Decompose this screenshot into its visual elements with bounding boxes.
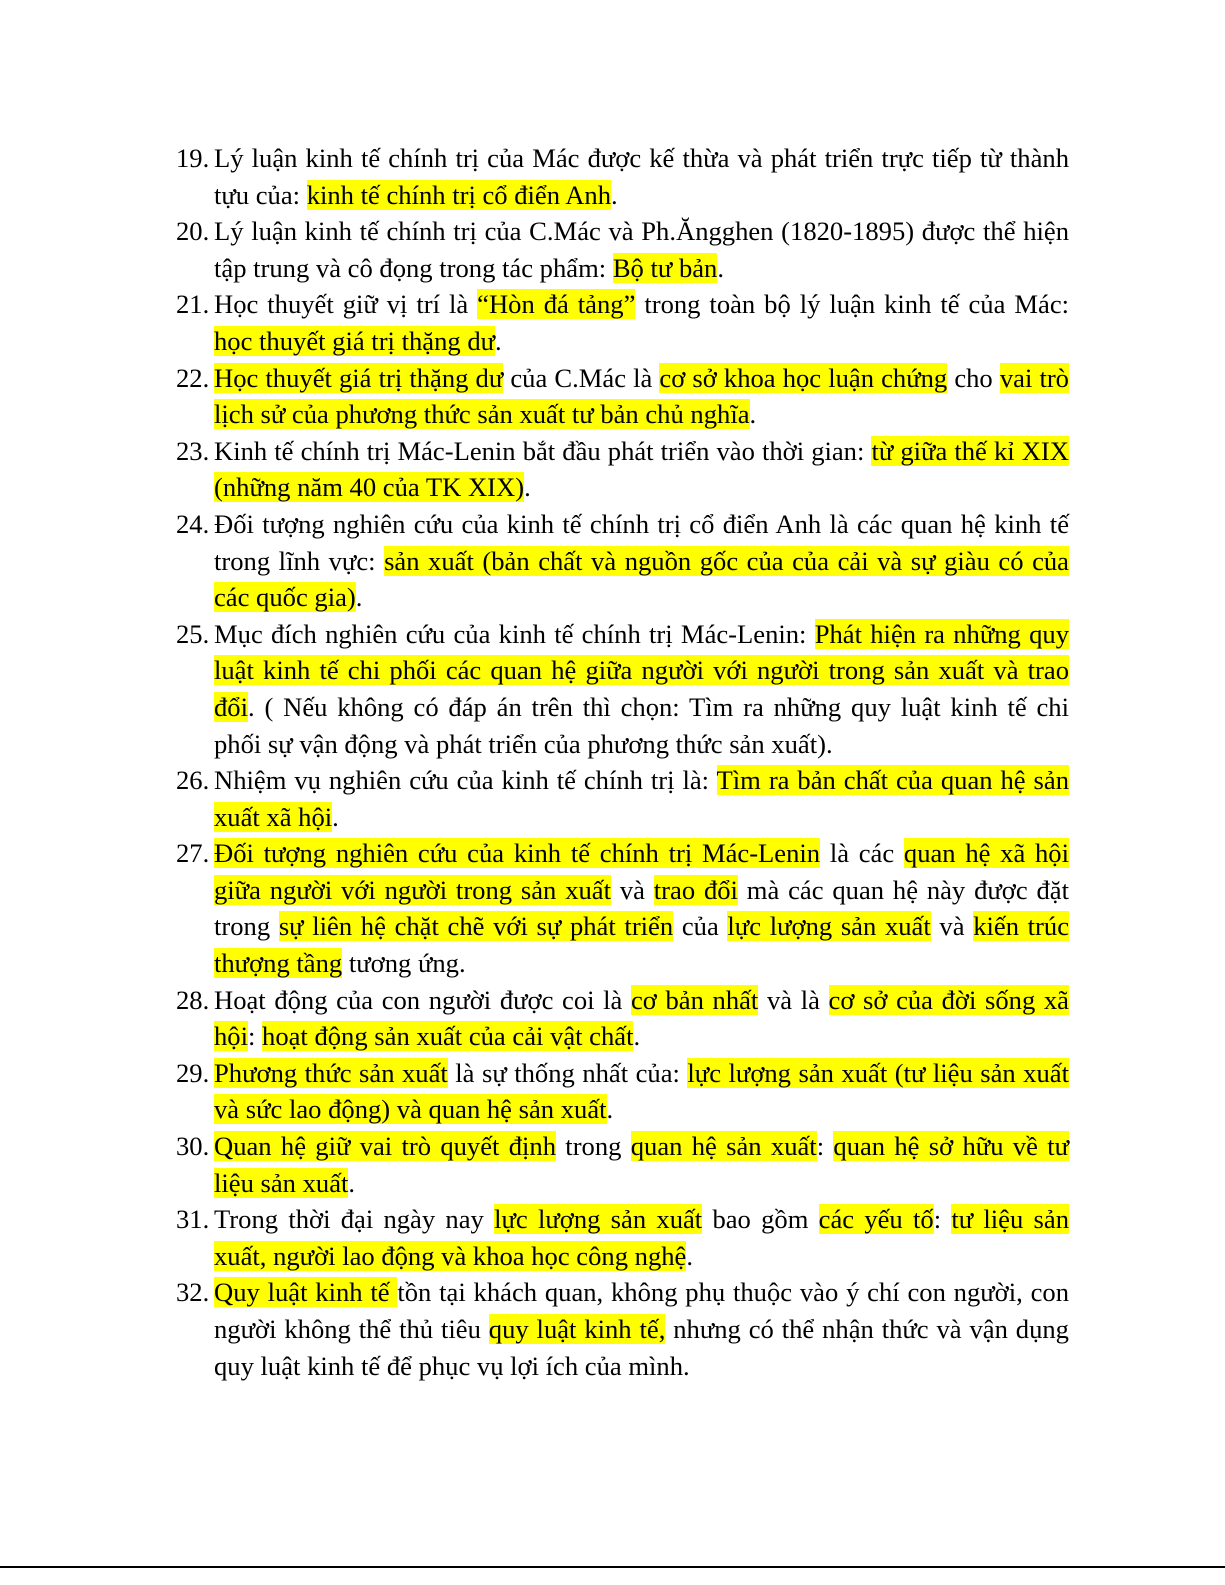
highlighted-answer: quan hệ sở hữu về tư liệu sản xuất [214,1131,1070,1198]
question-text: Mục đích nghiên cứu của kinh tế chính trị Mác-Lenin: [214,618,815,649]
question-number: 25. [176,618,210,649]
highlighted-answer: “Hòn đá tảng” [477,289,636,320]
question-text: . [686,1240,693,1271]
highlighted-answer: từ giữa thế kỉ XIX (những năm 40 của TK XIX) [214,435,1069,503]
highlighted-answer: Quy luật kinh tế [214,1277,398,1308]
question-number: 32. [176,1277,210,1308]
question-item [176,1055,1069,1128]
question-item [176,1201,1069,1274]
question-number: 26. [176,765,210,796]
question-text: . [348,1167,356,1198]
question-text: Hoạt động của con người được coi là [214,984,631,1015]
question-text: . [633,1021,641,1052]
question-text: và [930,911,974,942]
highlighted-answer: học thuyết giá trị thặng dư [214,325,496,356]
question-number: 24. [176,508,210,539]
question-text: và [610,874,654,905]
question-text: của C.Mác là [503,362,660,393]
highlighted-answer: thượng tầng [214,948,343,979]
highlighted-answer: sản xuất (bản chất và nguồn gốc của của cải và sự giàu có của các quốc gia) [214,545,1069,613]
question-text: . [332,801,339,832]
question-number: 27. [176,838,210,869]
highlighted-answer: kinh tế chính trị cổ điển Anh [306,179,611,210]
question-text: Trong thời đại ngày nay [214,1204,495,1235]
question-item [176,213,1069,286]
highlighted-answer: Phương thức sản xuất [214,1057,448,1088]
question-text: : [247,1021,263,1052]
question-text: tương ứng. [342,948,466,979]
highlighted-answer: cơ bản nhất [631,984,759,1015]
highlighted-answer: cơ sở khoa học luận chứng [659,362,948,393]
highlighted-answer: lực lượng sản xuất (tư liệu sản xuất và sức lao động) và quan hệ sản xuất [214,1057,1069,1125]
question-number: 22. [176,362,210,393]
question-item [176,616,1069,762]
question-item [176,1128,1069,1201]
highlighted-answer: Bộ tư bản [612,252,718,283]
highlighted-answer: kiến trúc [973,911,1070,942]
question-text: . [355,582,363,613]
highlighted-answer: lực lượng sản xuất [494,1204,703,1235]
question-text: bao gồm [702,1204,819,1235]
question-number: 23. [176,435,210,466]
question-item [176,286,1069,359]
highlighted-answer: Quan hệ giữ vai trò quyết định [214,1131,556,1162]
question-text: Lý luận kinh tế chính trị của Mác được kế thừa và phát triển trực tiếp từ thành tựu của: [214,143,1069,210]
highlighted-answer: cơ sở của đời sống xã hội [214,984,1069,1052]
question-item [176,140,1069,213]
question-text: Học thuyết giữ vị trí là [214,289,478,320]
highlighted-answer: Học thuyết giá trị thặng dư [214,362,504,393]
question-text: cho [947,362,1000,393]
highlighted-answer: Tìm ra bản chất của quan hệ sản xuất xã hội [214,765,1069,832]
question-number: 19. [176,143,210,173]
question-number: 30. [176,1131,210,1162]
question-text: là các [820,838,904,869]
question-text: và là [758,984,829,1015]
question-text: của [673,911,728,942]
highlighted-answer: các yếu tố [818,1204,934,1235]
highlighted-answer: sự liên hệ chặt chẽ với sự phát triển [278,911,674,942]
question-text: mà các quan hệ này được đặt trong [214,874,1069,942]
question-item [176,762,1069,835]
question-text: . [606,1094,614,1125]
question-item [176,506,1069,616]
highlighted-answer: Phát hiện ra những quy luật kinh tế chi phối các quan hệ giữa người với người trong sản xuất và trao đổi [214,618,1070,722]
question-text: . [749,399,757,430]
highlighted-answer: hoạt động sản xuất của cải vật chất [262,1021,634,1052]
question-number: 29. [176,1057,210,1088]
question-item [176,433,1069,506]
question-text: tồn tại khách quan, không phụ thuộc vào ý chí con người, con người không thể thủ tiêu [214,1277,1069,1344]
question-text: . [717,252,724,283]
question-text: : [933,1204,952,1235]
question-text: . [611,179,618,210]
highlighted-answer: quan hệ sản xuất [630,1131,817,1162]
question-number: 28. [176,984,210,1015]
question-number: 21. [176,289,210,320]
question-item [176,835,1069,981]
question-text: Nhiệm vụ nghiên cứu của kinh tế chính trị là: [214,765,717,796]
question-number: 31. [176,1204,210,1235]
question-item [176,360,1069,433]
highlighted-answer: quan hệ xã hội giữa người với người trong sản xuất [214,838,1069,905]
question-text: . [495,325,502,356]
question-text: . [524,472,531,503]
question-text: . ( Nếu không có đáp án trên thì chọn: Tìm ra những quy luật kinh tế chi phối sự vận động và phát triển của phương thức sản xuất). [214,691,1069,759]
question-text: là sự thống nhất của: [447,1057,688,1088]
highlighted-answer: lực lượng sản xuất [727,911,931,942]
question-text: : [816,1131,834,1162]
question-list [176,140,1069,1384]
highlighted-answer: Đối tượng nghiên cứu của kinh tế chính trị Mác-Lenin [214,838,821,869]
page-bottom-divider [0,1566,1225,1568]
highlighted-answer: vai trò lịch sử của phương thức sản xuất tư bản chủ nghĩa [214,362,1069,430]
question-text: Lý luận kinh tế chính trị của C.Mác và Ph.Ăngghen (1820-1895) được thể hiện tập trung và cô đọng trong tác phẩm: [214,216,1069,283]
highlighted-answer: quy luật kinh tế, [488,1314,666,1344]
question-item [176,1274,1069,1384]
highlighted-answer: tư liệu sản xuất, người lao động và khoa học công nghệ [214,1204,1069,1271]
question-text: trong toàn bộ lý luận kinh tế của Mác: [635,289,1070,320]
question-text: Kinh tế chính trị Mác-Lenin bắt đầu phát triển vào thời gian: [214,435,872,466]
question-number: 20. [176,216,210,247]
question-text: trong [556,1131,631,1162]
question-item [176,982,1069,1055]
highlighted-answer: trao đổi [653,874,738,905]
question-text: nhưng có thể nhận thức và vận dụng quy luật kinh tế để phục vụ lợi ích của mình. [214,1314,1069,1381]
question-text: Đối tượng nghiên cứu của kinh tế chính trị cổ điển Anh là các quan hệ kinh tế trong lĩnh vực: [214,508,1069,576]
